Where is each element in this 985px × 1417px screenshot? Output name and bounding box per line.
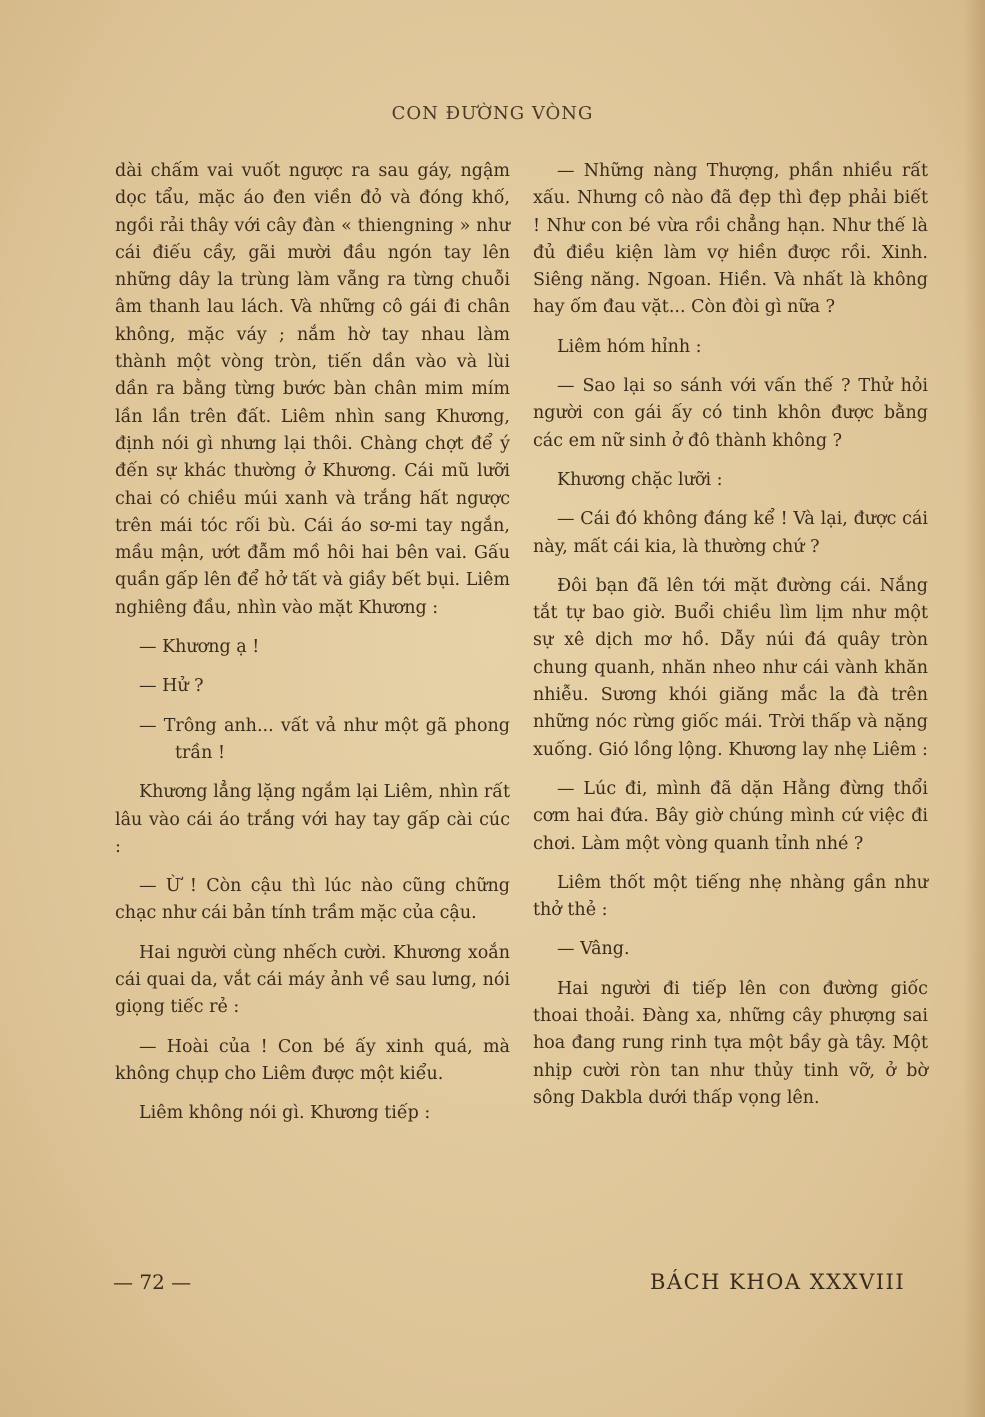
page-edge-shadow: [963, 0, 985, 1417]
right-column: [533, 158, 928, 1124]
running-title: CON ĐƯỜNG VÒNG: [391, 103, 594, 124]
publication-title: BÁCH KHOA XXXVIII: [650, 1270, 906, 1294]
paragraph: Khương lẳng lặng ngắm lại Liêm, nhìn rất lâu vào cái áo trắng với hay tay gấp cài cúc :: [115, 782, 510, 857]
dialogue-line: — Ừ ! Còn cậu thì lúc nào cũng chững chạc như cái bản tính trầm mặc của cậu.: [115, 876, 510, 924]
dialogue-line: — Khương ạ !: [139, 637, 260, 658]
dialogue-line: — Những nàng Thượng, phần nhiều rất xấu. Nhưng cô nào đã đẹp thì đẹp phải biết ! Như con bé vừa rồi chẳng hạn. Như thế là đủ điều kiện làm vợ hiền được rồi. Xinh. Siêng năng. Ngoan. Hiền. Và nhất là không hay ốm đau vặt... Còn đòi gì nữa ?: [533, 161, 928, 318]
paragraph: dài chấm vai vuốt ngược ra sau gáy, ngậm dọc tẩu, mặc áo đen viền đỏ và đóng khố, ngồi rải thây với cây đàn « thiengning » như cái điếu cầy, gãi mười đầu ngón tay lên những dây la trùng làm vẵng ra từng chuỗi âm thanh lau lách. Và những cô gái đi chân không, mặc váy ; nắm hờ tay nhau làm thành một vòng tròn, tiến dần vào và lùi dần ra bằng từng bước bàn chân mim mím lần lần trên đất. Liêm nhìn sang Khương, định nói gì nhưng lại thôi. Chàng chợt để ý đến sự khác thường ở Khương. Cái mũ lưỡi chai có chiều múi xanh và trắng hất ngược trên mái tóc rối bù. Cái áo sơ-mi tay ngắn, mầu mận, ướt đẫm mồ hôi hai bên vai. Gấu quần gấp lên để hở tất và giầy bết bụi. Liêm nghiêng đầu, nhìn vào mặt Khương :: [115, 161, 510, 618]
dialogue-line: — Sao lại so sánh với vấn thế ? Thử hỏi người con gái ấy có tinh khôn được bằng các em nữ sinh ở đô thành không ?: [533, 376, 928, 451]
dialogue-line: — Trông anh... vất vả như một gã phong trần !: [139, 715, 510, 763]
left-column: [115, 158, 510, 1140]
page-number: — 72 —: [113, 1270, 192, 1294]
paragraph: Hai người cùng nhếch cười. Khương xoắn cái quai da, vắt cái máy ảnh về sau lưng, nói giọng tiếc rẻ :: [115, 942, 510, 1018]
paragraph: Khương chặc lưỡi :: [557, 469, 723, 490]
paragraph: Liêm hóm hỉnh :: [557, 336, 702, 357]
paragraph: Hai người đi tiếp lên con đường giốc thoai thoải. Đàng xa, những cây phượng sai hoa đang rung rinh tựa một bầy gà tây. Một nhịp cười ròn tan như thủy tinh vỡ, ở bờ sông Dakbla dưới thấp vọng lên.: [533, 978, 928, 1108]
paragraph: Đôi bạn đã lên tới mặt đường cái. Nắng tắt tự bao giờ. Buổi chiều lìm lịm như một sự xê dịch mơ hồ. Dẫy núi đá quây tròn chung quanh, nhăn nheo như cái vành khăn nhiễu. Sương khói giăng mắc la đà trên những nóc rừng giốc mái. Trời thấp và nặng xuống. Gió lồng lộng. Khương lay nhẹ Liêm :: [533, 575, 928, 760]
dialogue-line: — Hoài của ! Con bé ấy xinh quá, mà không chụp cho Liêm được một kiểu.: [115, 1036, 510, 1084]
dialogue-line: — Cái đó không đáng kể ! Và lại, được cái này, mất cái kia, là thường chứ ?: [533, 509, 928, 557]
paragraph: Liêm thốt một tiếng nhẹ nhàng gần như thở thẻ :: [533, 872, 928, 921]
dialogue-line: — Hử ?: [139, 676, 204, 697]
dialogue-line: — Lúc đi, mình đã dặn Hằng đừng thổi cơm hai đứa. Bây giờ chúng mình cứ việc đi chơi. Làm một vòng quanh tỉnh nhé ?: [533, 778, 928, 854]
dialogue-line: — Vâng.: [557, 939, 630, 960]
paragraph: Liêm không nói gì. Khương tiếp :: [139, 1103, 431, 1124]
